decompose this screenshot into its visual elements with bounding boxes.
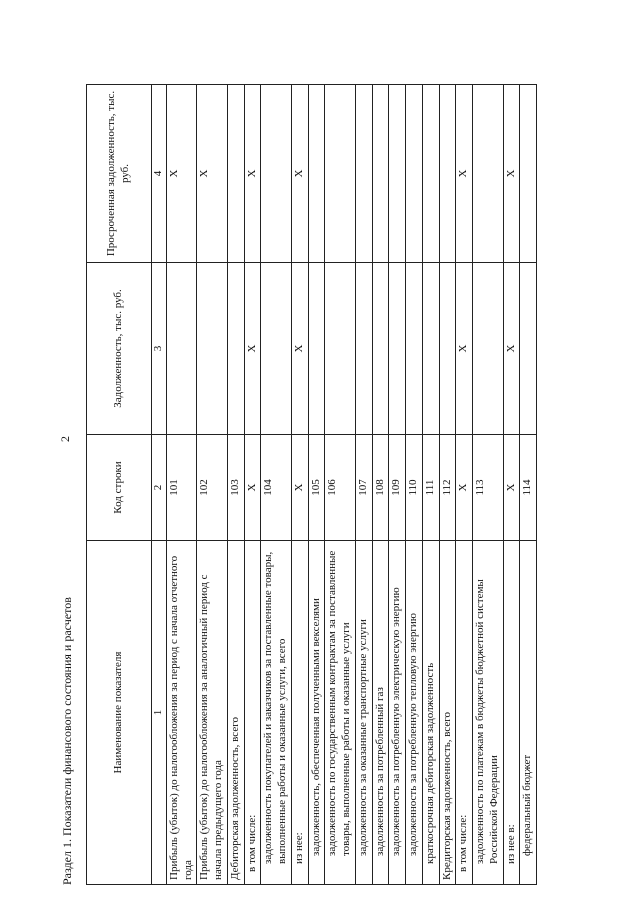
overdue-value — [406, 85, 423, 263]
overdue-value — [261, 85, 292, 263]
line-code: 111 — [422, 435, 439, 541]
line-code: 113 — [473, 435, 504, 541]
indicator-name: Дебиторская задолженность, всего — [227, 541, 244, 885]
debt-value — [166, 263, 197, 435]
table-header-row — [87, 85, 152, 885]
line-code: 105 — [308, 435, 325, 541]
line-code: X — [291, 435, 308, 541]
table-row — [456, 85, 473, 885]
rotated-sheet — [60, 85, 580, 885]
indicator-name: задолженность за оказанные транспортные услуги — [355, 541, 372, 885]
indicator-name: задолженность, обеспеченная полученными векселями — [308, 541, 325, 885]
indicator-name: задолженность за потребленную тепловую энергию — [406, 541, 423, 885]
overdue-value — [227, 85, 244, 263]
line-code: 109 — [389, 435, 406, 541]
table-row — [389, 85, 406, 885]
indicator-name: задолженность по платежам в бюджеты бюджетной системы Российской Федерации — [473, 541, 504, 885]
indicator-name: задолженность по государственным контрактам за поставленные товары, выполненные работы и оказанные услуги — [325, 541, 356, 885]
overdue-value: X — [503, 85, 520, 263]
debt-value: X — [503, 263, 520, 435]
line-code: 102 — [197, 435, 228, 541]
page-number: 2 — [58, 436, 72, 442]
column-index: 2 — [152, 435, 167, 541]
column-index: 3 — [152, 263, 167, 435]
indicator-name: Прибыль (убыток) до налогообложения за период с начала отчетного года — [166, 541, 197, 885]
table-row — [227, 85, 244, 885]
debt-value: X — [244, 263, 261, 435]
indicator-name: Прибыль (убыток) до налогообложения за аналогичный период с начала предыдущего года — [197, 541, 228, 885]
debt-value — [389, 263, 406, 435]
overdue-value — [439, 85, 456, 263]
line-code: X — [503, 435, 520, 541]
section-title: Раздел 1. Показатели финансового состояния и расчетов — [60, 597, 74, 885]
table-row — [197, 85, 228, 885]
overdue-value — [473, 85, 504, 263]
table-row — [261, 85, 292, 885]
line-code: 103 — [227, 435, 244, 541]
table-row — [473, 85, 504, 885]
debt-value — [227, 263, 244, 435]
indicator-name: в том числе: — [244, 541, 261, 885]
table-row — [166, 85, 197, 885]
table-row — [520, 85, 537, 885]
indicator-name: задолженность покупателей и заказчиков за поставленные товары, выполненные работы и оказанные услуги, всего — [261, 541, 292, 885]
overdue-value — [308, 85, 325, 263]
line-code: 114 — [520, 435, 537, 541]
overdue-value: X — [197, 85, 228, 263]
table-row — [325, 85, 356, 885]
table-row — [503, 85, 520, 885]
debt-value — [473, 263, 504, 435]
line-code: 108 — [372, 435, 389, 541]
header-indicator-name: Наименование показателя — [87, 541, 152, 885]
indicator-name: Кредиторская задолженность, всего — [439, 541, 456, 885]
debt-value — [197, 263, 228, 435]
table-row — [422, 85, 439, 885]
line-code: 104 — [261, 435, 292, 541]
table-row — [244, 85, 261, 885]
overdue-value: X — [456, 85, 473, 263]
debt-value — [406, 263, 423, 435]
line-code: 107 — [355, 435, 372, 541]
column-index: 4 — [152, 85, 167, 263]
financial-indicators-table — [86, 84, 537, 885]
overdue-value: X — [166, 85, 197, 263]
header-line-code: Код строки — [87, 435, 152, 541]
table-row — [439, 85, 456, 885]
debt-value — [439, 263, 456, 435]
indicator-name: федеральный бюджет — [520, 541, 537, 885]
line-code: X — [244, 435, 261, 541]
debt-value — [308, 263, 325, 435]
overdue-value — [520, 85, 537, 263]
table-row — [406, 85, 423, 885]
table-row — [291, 85, 308, 885]
debt-value — [355, 263, 372, 435]
line-code: 106 — [325, 435, 356, 541]
column-index: 1 — [152, 541, 167, 885]
header-overdue-debt: Просроченная задолженность, тыс. руб. — [87, 85, 152, 263]
overdue-value: X — [244, 85, 261, 263]
header-debt: Задолженность, тыс. руб. — [87, 263, 152, 435]
debt-value — [261, 263, 292, 435]
line-code: X — [456, 435, 473, 541]
indicator-name: в том числе: — [456, 541, 473, 885]
indicator-name: краткосрочная дебиторская задолженность — [422, 541, 439, 885]
column-index-row — [152, 85, 167, 885]
overdue-value — [372, 85, 389, 263]
table-row — [308, 85, 325, 885]
line-code: 112 — [439, 435, 456, 541]
debt-value — [325, 263, 356, 435]
indicator-name: из нее: — [291, 541, 308, 885]
table-row — [372, 85, 389, 885]
table-row — [355, 85, 372, 885]
overdue-value — [355, 85, 372, 263]
overdue-value — [389, 85, 406, 263]
indicator-name: задолженность за потребленную электрическую энергию — [389, 541, 406, 885]
debt-value: X — [291, 263, 308, 435]
debt-value — [422, 263, 439, 435]
overdue-value — [422, 85, 439, 263]
debt-value: X — [456, 263, 473, 435]
overdue-value: X — [291, 85, 308, 263]
indicator-name: из нее в: — [503, 541, 520, 885]
debt-value — [520, 263, 537, 435]
line-code: 110 — [406, 435, 423, 541]
overdue-value — [325, 85, 356, 263]
line-code: 101 — [166, 435, 197, 541]
indicator-name: задолженность за потребленный газ — [372, 541, 389, 885]
debt-value — [372, 263, 389, 435]
